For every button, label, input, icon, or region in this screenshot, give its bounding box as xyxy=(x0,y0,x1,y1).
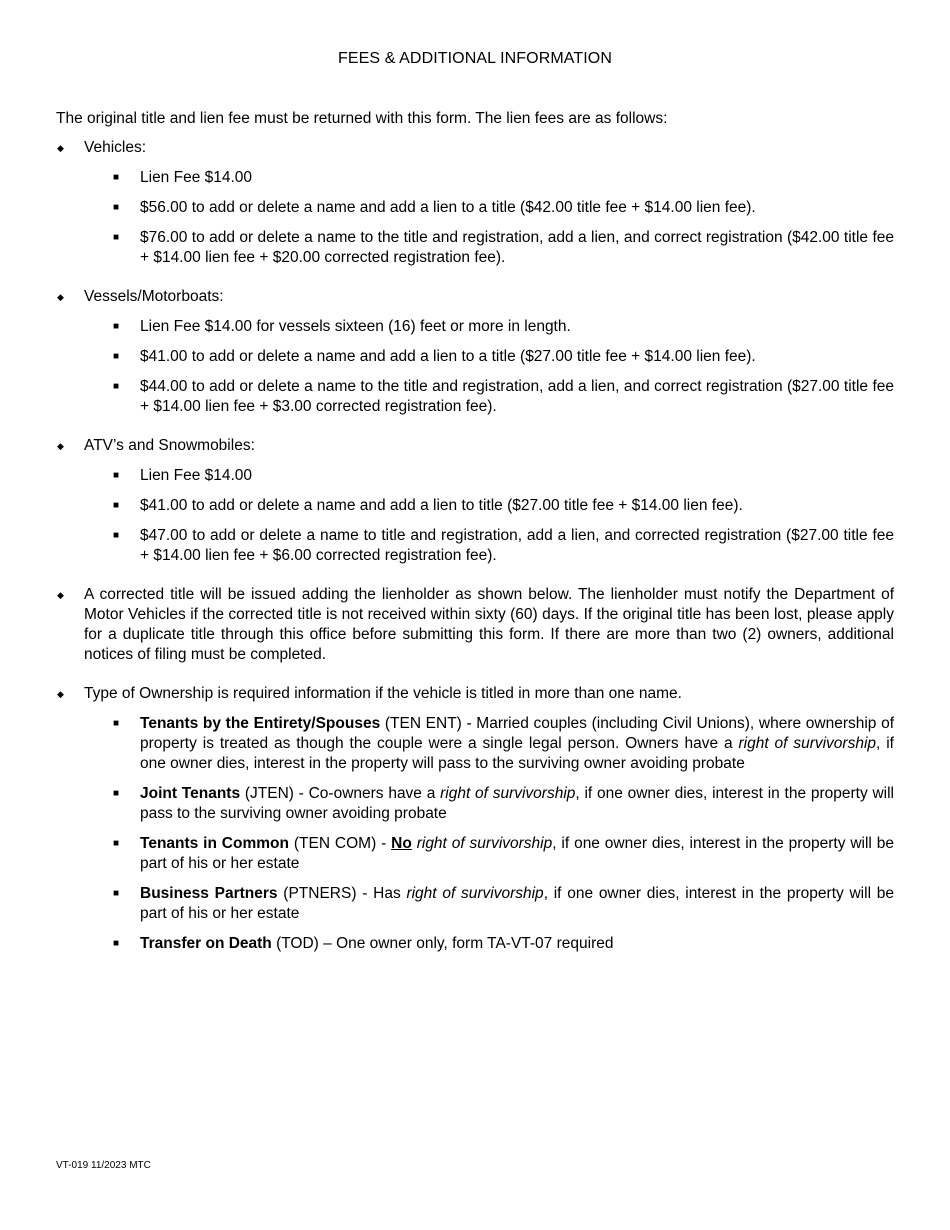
form-footer: VT-019 11/2023 MTC xyxy=(56,1160,151,1171)
square-bullet-icon: ■ xyxy=(113,718,120,729)
list-item: ■ Lien Fee $14.00 xyxy=(113,169,253,186)
page-title: FEES & ADDITIONAL INFORMATION xyxy=(337,50,613,67)
list-item: ■ Lien Fee $14.00 for vessels sixteen (16) feet or more in length. xyxy=(113,318,571,335)
square-bullet-icon: ■ xyxy=(113,381,120,392)
section-vehicles xyxy=(56,138,894,268)
ownership-item-tod: ■ Transfer on Death (TOD) – One owner only, form TA-VT-07 required xyxy=(113,935,614,952)
section-ownership xyxy=(56,684,894,954)
section-corrected-title xyxy=(56,585,894,665)
square-bullet-icon: ■ xyxy=(113,530,120,541)
diamond-bullet-icon: ◆ xyxy=(57,143,64,153)
list-item: ■ $56.00 to add or delete a name and add a lien to a title ($42.00 title fee + $14.00 lien fee). xyxy=(113,199,756,216)
square-bullet-icon: ■ xyxy=(113,232,120,243)
ownership-item-ptners: ■ Business Partners (PTNERS) - Has right of survivorship, if one owner dies, interest in the property will be part of his or her estate xyxy=(113,885,894,922)
square-bullet-icon: ■ xyxy=(113,321,120,332)
square-bullet-icon: ■ xyxy=(113,838,120,849)
section-heading: ATV’s and Snowmobiles: xyxy=(84,437,255,454)
diamond-bullet-icon: ◆ xyxy=(57,689,64,699)
list-item: ■ $41.00 to add or delete a name and add a lien to title ($27.00 title fee + $14.00 lien fee). xyxy=(113,497,743,514)
square-bullet-icon: ■ xyxy=(113,351,120,362)
section-heading: Type of Ownership is required information if the vehicle is titled in more than one name. xyxy=(84,685,682,702)
list-item: ■ $44.00 to add or delete a name to the title and registration, add a lien, and correct registration ($27.00 title fee + $14.00 lien fee + $3.00 corrected registration fee). xyxy=(113,378,894,415)
document-body xyxy=(56,138,894,954)
section-atv-snowmobiles xyxy=(56,436,894,566)
intro-text: The original title and lien fee must be returned with this form. The lien fees are as follows: xyxy=(56,110,668,127)
section-heading: Vehicles: xyxy=(84,139,147,156)
diamond-bullet-icon: ◆ xyxy=(57,590,64,600)
square-bullet-icon: ■ xyxy=(113,788,120,799)
square-bullet-icon: ■ xyxy=(113,888,120,899)
square-bullet-icon: ■ xyxy=(113,172,120,183)
square-bullet-icon: ■ xyxy=(113,202,120,213)
square-bullet-icon: ■ xyxy=(113,938,120,949)
diamond-bullet-icon: ◆ xyxy=(57,292,64,302)
list-item: ■ $76.00 to add or delete a name to the title and registration, add a lien, and correct registration ($42.00 title fee + $14.00 lien fee + $20.00 corrected registration fee). xyxy=(113,229,894,266)
list-item: ■ Lien Fee $14.00 xyxy=(113,467,253,484)
paragraph: A corrected title will be issued adding the lienholder as shown below. The lienholder must notify the Department of Motor Vehicles if the corrected title is not received within sixty (60) days. If the original title has been lost, please apply for a duplicate title through this office before submitting this form. If there are more than two (2) owners, additional notices of filing must be completed. xyxy=(84,586,894,663)
diamond-bullet-icon: ◆ xyxy=(57,441,64,451)
ownership-item-ten-ent: ■ Tenants by the Entirety/Spouses (TEN ENT) - Married couples (including Civil Unions), where ownership of property is treated as though the couple were a single legal person. Owners have a right of survivorship, if one owner dies, interest in the property will pass to the surviving owner avoiding probate xyxy=(113,715,894,772)
list-item: ■ $47.00 to add or delete a name to title and registration, add a lien, and corrected registration ($27.00 title fee + $14.00 lien fee + $6.00 corrected registration fee). xyxy=(113,527,894,564)
square-bullet-icon: ■ xyxy=(113,500,120,511)
ownership-item-ten-com: ■ Tenants in Common (TEN COM) - No right of survivorship, if one owner dies, interest in the property will be part of his or her estate xyxy=(113,835,894,872)
section-heading: Vessels/Motorboats: xyxy=(84,288,224,305)
ownership-item-jten: ■ Joint Tenants (JTEN) - Co-owners have a right of survivorship, if one owner dies, interest in the property will pass to the surviving owner avoiding probate xyxy=(113,785,895,822)
square-bullet-icon: ■ xyxy=(113,470,120,481)
list-item: ■ $41.00 to add or delete a name and add a lien to a title ($27.00 title fee + $14.00 lien fee). xyxy=(113,348,756,365)
section-vessels xyxy=(56,287,894,417)
